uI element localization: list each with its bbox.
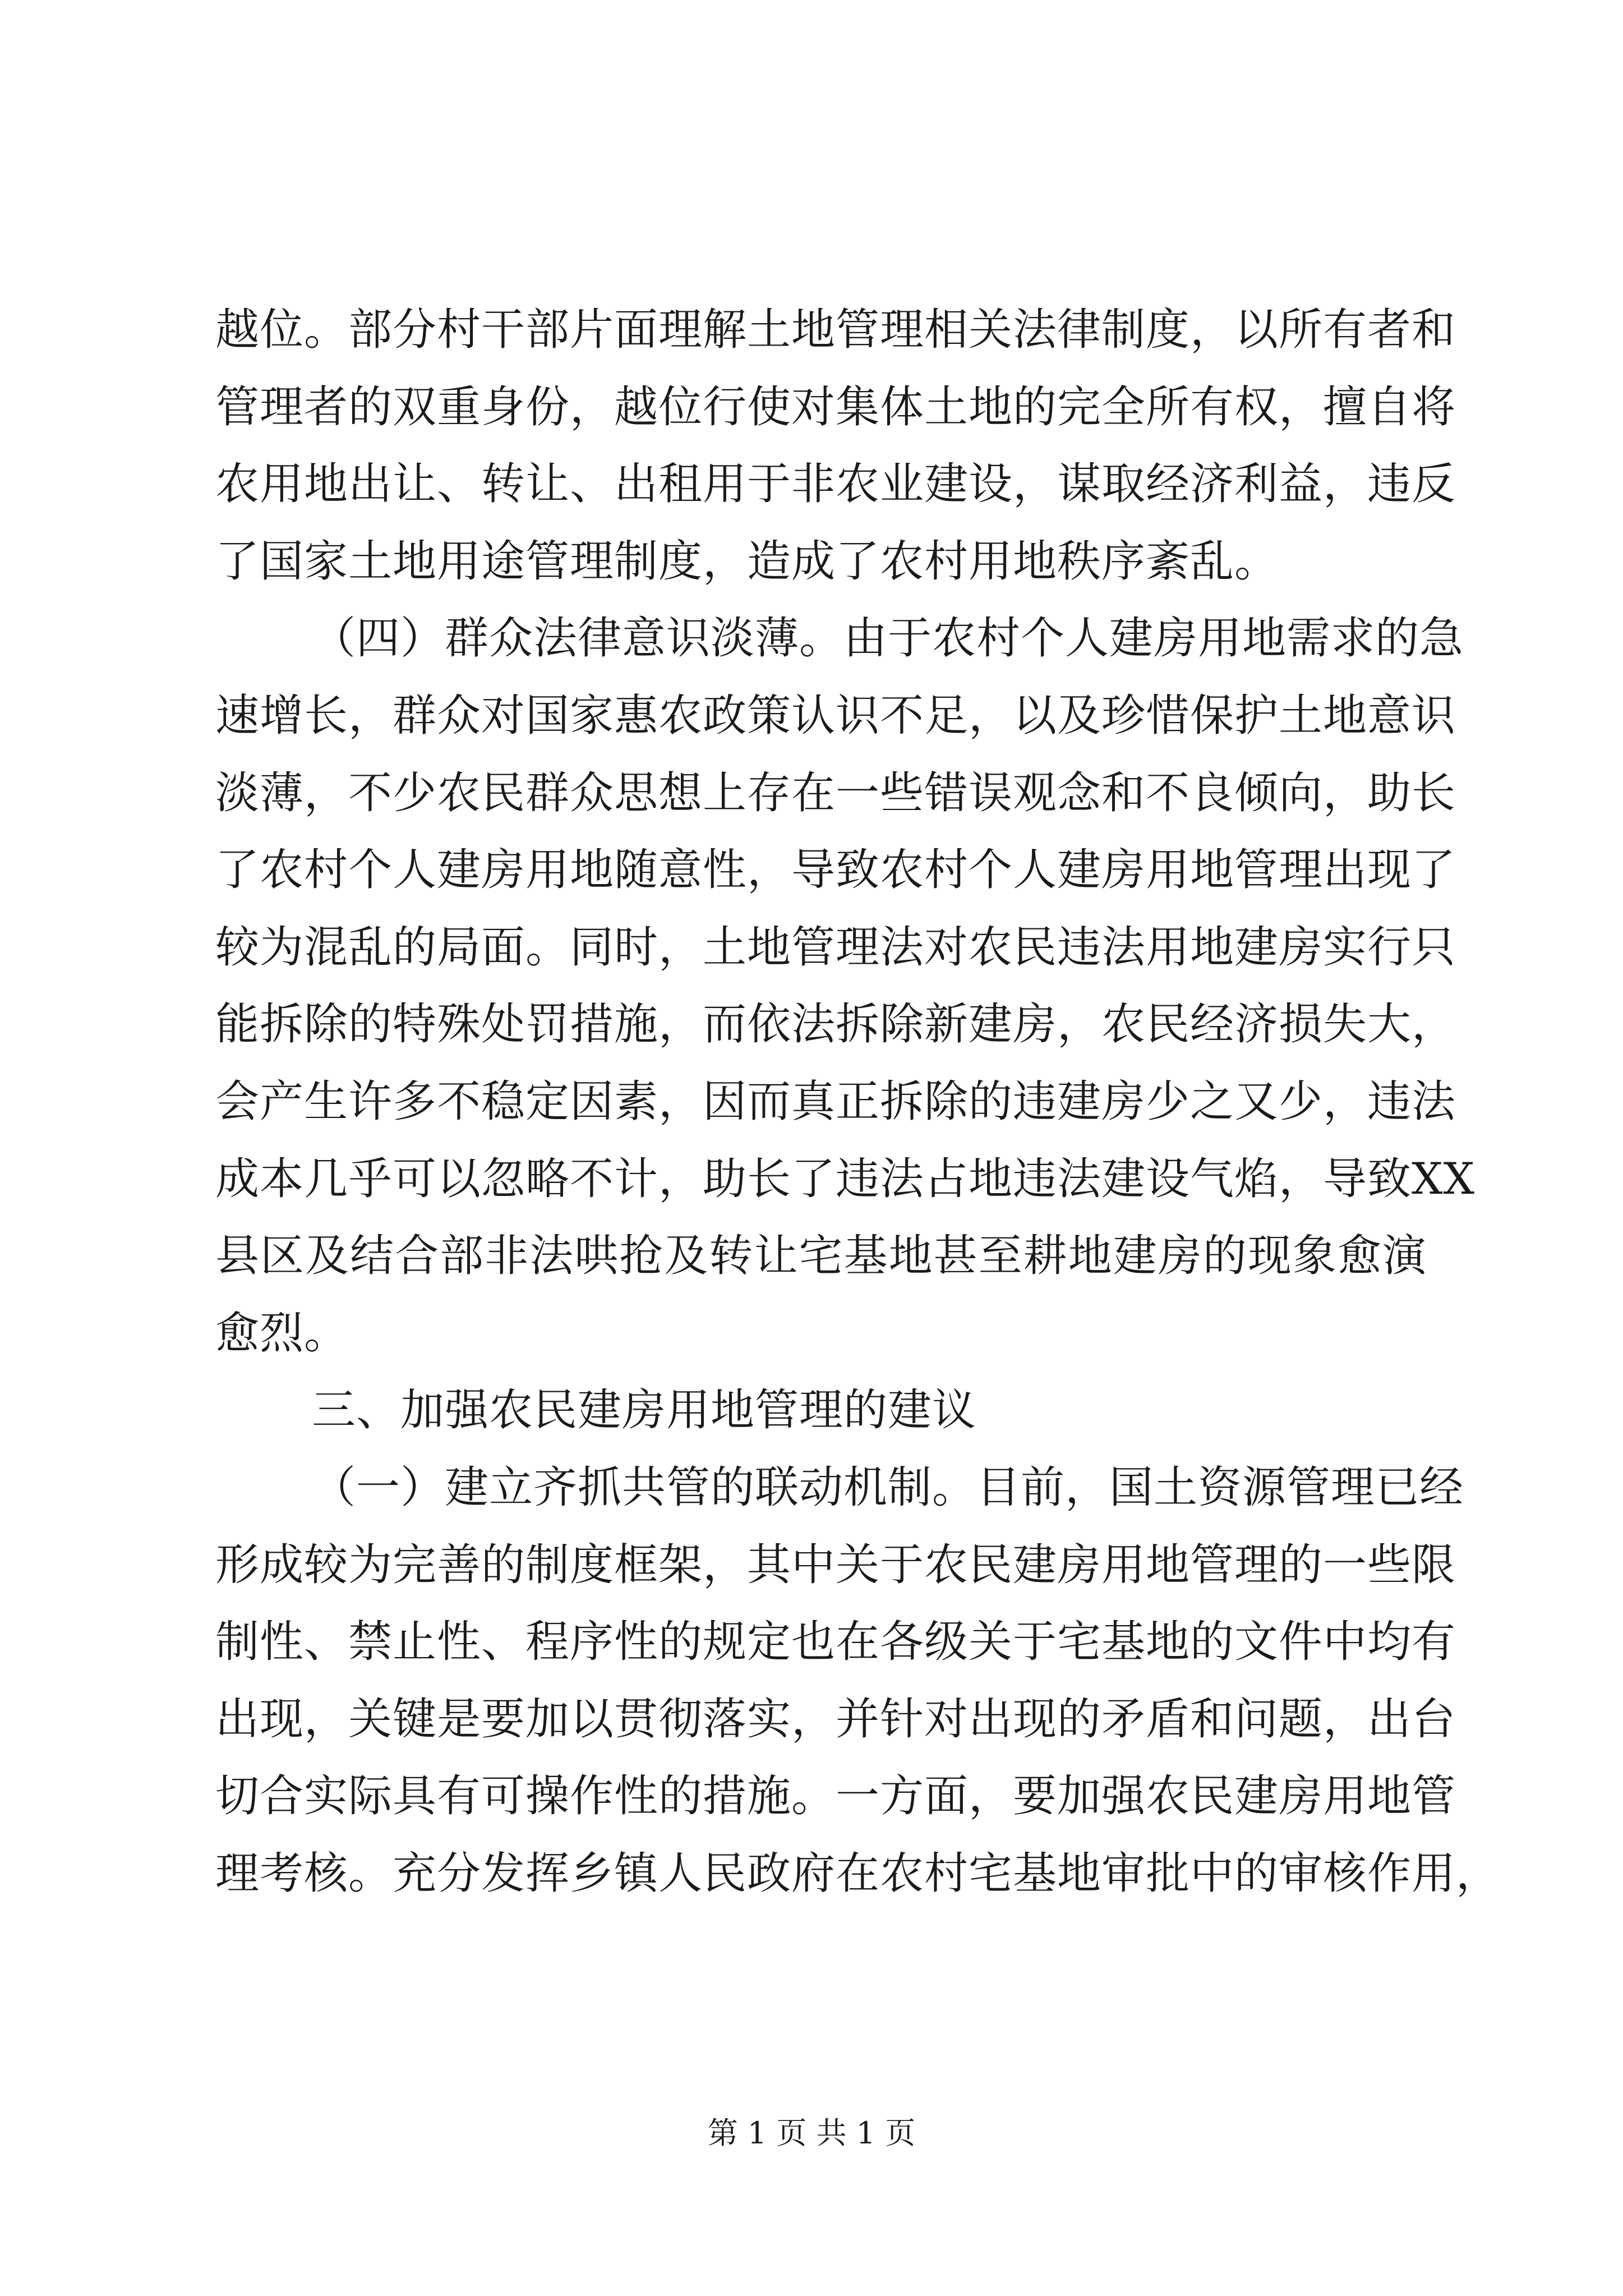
page-number-footer: 第 1 页 共 1 页	[707, 2115, 916, 2151]
text-line: 淡薄，不少农民群众思想上存在一些错误观念和不良倾向，助长	[215, 767, 1456, 818]
text-line: 了农村个人建房用地随意性，导致农村个人建房用地管理出现了	[215, 845, 1456, 896]
text-line: 越位。部分村干部片面理解土地管理相关法律制度，以所有者和	[215, 305, 1456, 355]
section-heading: 三、加强农民建房用地管理的建议	[312, 1385, 977, 1436]
text-line: 切合实际具有可操作性的措施。一方面，要加强农民建房用地管	[215, 1771, 1456, 1822]
text-line: 能拆除的特殊处罚措施，而依法拆除新建房，农民经济损失大，	[215, 999, 1456, 1050]
text-line: 理考核。充分发挥乡镇人民政府在农村宅基地审批中的审核作用，	[215, 1848, 1501, 1899]
text-line: （四）群众法律意识淡薄。由于农村个人建房用地需求的急	[312, 613, 1464, 664]
text-line: 出现，关键是要加以贯彻落实，并针对出现的矛盾和问题，出台	[215, 1694, 1456, 1745]
text-line: （一）建立齐抓共管的联动机制。目前，国土资源管理已经	[312, 1462, 1464, 1513]
text-line: 速增长，群众对国家惠农政策认识不足，以及珍惜保护土地意识	[215, 690, 1456, 741]
text-line: 管理者的双重身份，越位行使对集体土地的完全所有权，擅自将	[215, 381, 1456, 432]
text-line: 县区及结合部非法哄抢及转让宅基地甚至耕地建房的现象愈演	[215, 1231, 1427, 1282]
text-line: 较为混乱的局面。同时，土地管理法对农民违法用地建房实行只	[215, 922, 1456, 973]
text-line: 农用地出让、转让、出租用于非农业建设，谋取经济利益，违反	[215, 459, 1456, 510]
text-line: 成本几乎可以忽略不计，助长了违法占地违法建设气焰，导致XX	[215, 1153, 1476, 1204]
text-line: 形成较为完善的制度框架，其中关于农民建房用地管理的一些限	[215, 1539, 1456, 1590]
document-body	[215, 292, 1501, 1912]
text-line: 会产生许多不稳定因素，因而真正拆除的违建房少之又少，违法	[215, 1076, 1456, 1127]
text-line: 了国家土地用途管理制度，造成了农村用地秩序紊乱。	[215, 536, 1279, 587]
text-line: 制性、禁止性、程序性的规定也在各级关于宅基地的文件中均有	[215, 1617, 1456, 1668]
text-line: 愈烈。	[215, 1308, 349, 1359]
